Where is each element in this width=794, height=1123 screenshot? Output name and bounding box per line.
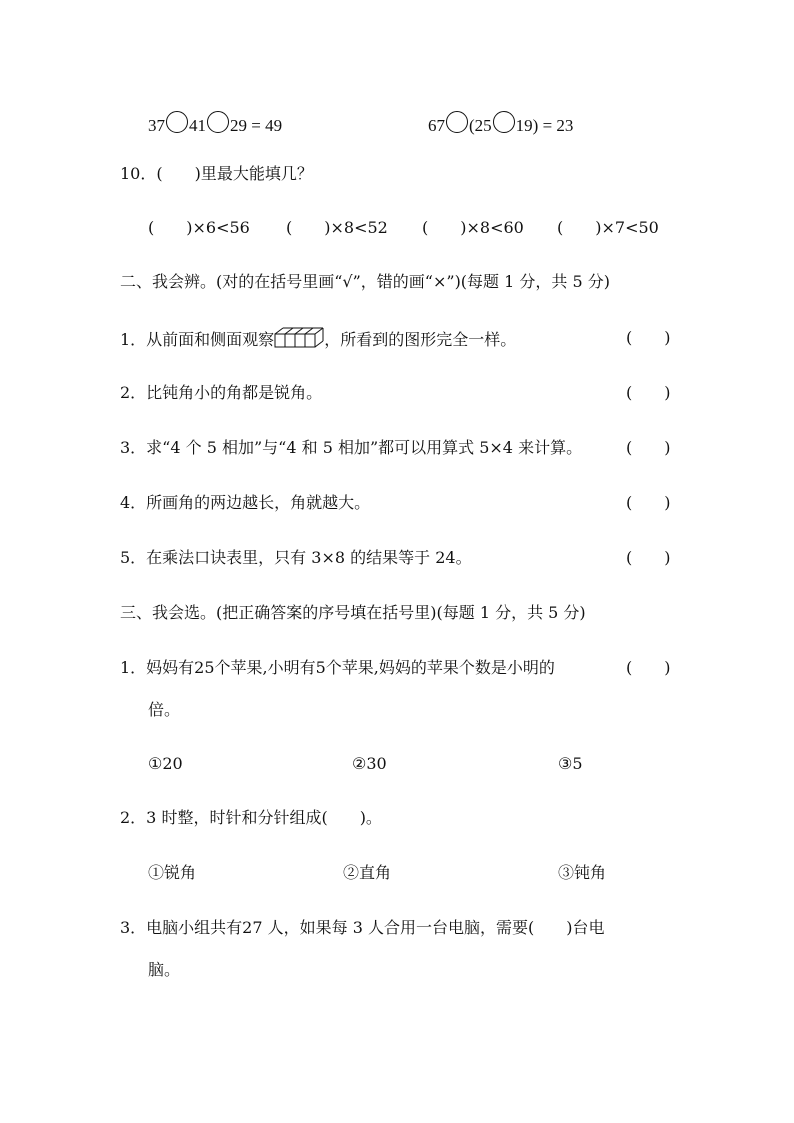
blank-circle-icon[interactable]: [446, 111, 468, 133]
s2-item-2: 2．比钝角小的角都是锐角。: [120, 383, 323, 402]
q10-item-2[interactable]: ( )×8<52: [286, 218, 388, 237]
s3-q3-line1: 3．电脑小组共有27 人，如果每 3 人合用一台电脑，需要( )台电: [120, 918, 605, 937]
s3-q1-option-2[interactable]: ②30: [352, 754, 387, 773]
blank-circle-icon[interactable]: [207, 111, 229, 133]
q10-item-4[interactable]: ( )×7<50: [557, 218, 659, 237]
s2-item-1: [120, 327, 516, 355]
q10-title: 10．( )里最大能填几？: [120, 164, 313, 183]
equation-right: [428, 111, 573, 137]
s3-q2-option-2[interactable]: ②直角: [343, 863, 392, 882]
eq-left-c: 29: [230, 116, 247, 135]
blank-circle-icon[interactable]: [166, 111, 188, 133]
eq-right-a: 67: [428, 116, 445, 135]
eq-left-a: 37: [148, 116, 165, 135]
section3-heading: 三、我会选。(把正确答案的序号填在括号里)(每题 1 分，共 5 分): [120, 603, 586, 622]
cuboid-icon: [274, 327, 324, 355]
s3-q1-line2: 倍。: [148, 700, 181, 719]
q10-item-1[interactable]: ( )×6<56: [148, 218, 250, 237]
s3-q2-text: 2．3 时整，时针和分针组成( )。: [120, 808, 382, 827]
eq-right-c: 19): [515, 116, 539, 135]
s2-item-1-suffix: ，所看到的图形完全一样。: [324, 330, 517, 349]
s2-item-4: 4．所画角的两边越长，角就越大。: [120, 493, 371, 512]
s3-q1-line1: 1．妈妈有25个苹果,小明有5个苹果,妈妈的苹果个数是小明的: [120, 658, 555, 677]
eq-left-b: 41: [189, 116, 206, 135]
eq-right-b: (25: [469, 116, 492, 135]
s3-q1-option-1[interactable]: ①20: [148, 754, 183, 773]
s2-item-3-blank[interactable]: ( ): [626, 438, 671, 457]
q10-item-3[interactable]: ( )×8<60: [422, 218, 524, 237]
s3-q1-blank[interactable]: ( ): [626, 658, 671, 677]
eq-right-result: = 23: [542, 116, 574, 135]
equation-left: [148, 111, 282, 137]
s2-item-5: 5．在乘法口诀表里，只有 3×8 的结果等于 24。: [120, 548, 472, 567]
s3-q2-option-1[interactable]: ①锐角: [148, 863, 197, 882]
s2-item-4-blank[interactable]: ( ): [626, 493, 671, 512]
s2-item-2-blank[interactable]: ( ): [626, 383, 671, 402]
s2-item-5-blank[interactable]: ( ): [626, 548, 671, 567]
section2-heading: 二、我会辨。(对的在括号里画“√”，错的画“×”)(每题 1 分，共 5 分): [120, 272, 610, 291]
blank-circle-icon[interactable]: [493, 111, 515, 133]
s3-q2-option-3[interactable]: ③钝角: [558, 863, 607, 882]
s3-q1-option-3[interactable]: ③5: [558, 754, 583, 773]
s2-item-1-blank[interactable]: ( ): [626, 328, 671, 347]
eq-left-result: = 49: [251, 116, 283, 135]
s3-q3-line2: 脑。: [148, 960, 181, 979]
s2-item-1-prefix: 1．从前面和侧面观察: [120, 330, 275, 349]
s2-item-3: 3．求“4 个 5 相加”与“4 和 5 相加”都可以用算式 5×4 来计算。: [120, 438, 583, 457]
